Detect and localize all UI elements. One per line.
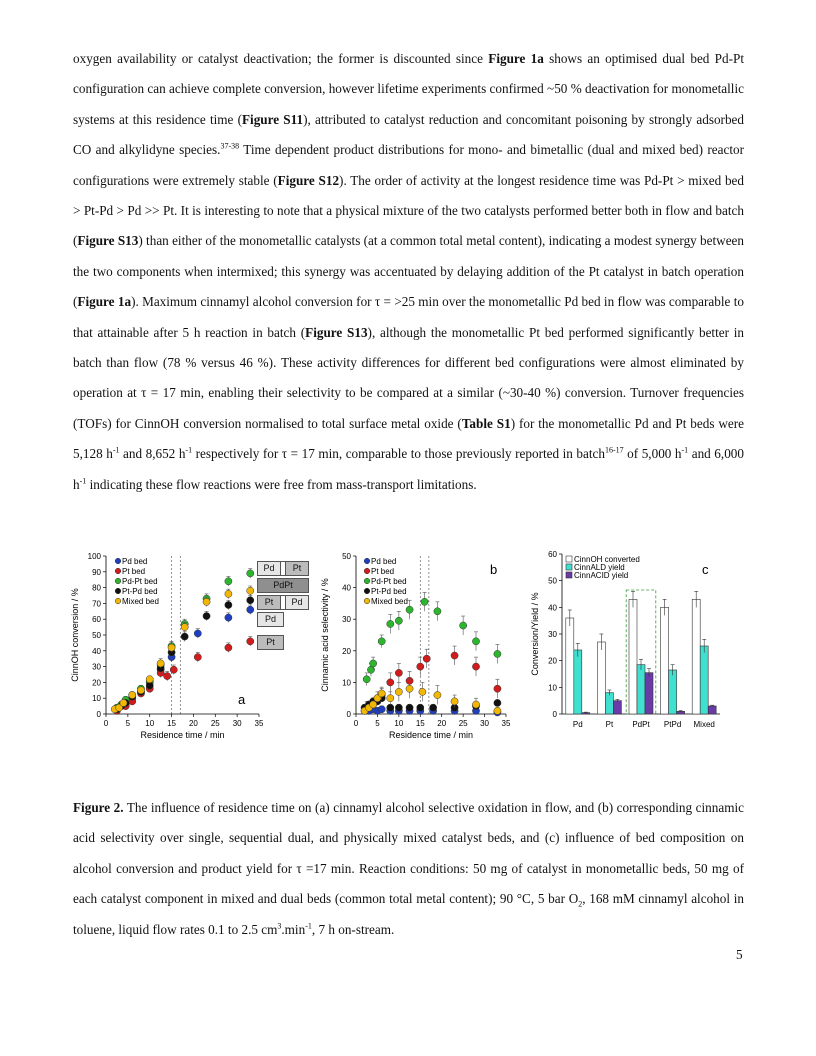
data-point: [194, 654, 201, 661]
bar: [629, 599, 637, 714]
legend-marker: [115, 568, 121, 574]
data-point: [387, 695, 394, 702]
data-point: [225, 578, 232, 585]
data-point: [387, 679, 394, 686]
legend-marker: [115, 588, 121, 594]
text-run: of 5,000 h: [623, 446, 682, 462]
bed-pd-pt-right: Pt: [286, 562, 308, 575]
data-point: [421, 598, 428, 605]
y-tick-label: 30: [342, 615, 351, 625]
figure-reference: Figure S12: [277, 172, 340, 188]
bar: [669, 670, 677, 714]
legend-swatch: [566, 572, 572, 578]
figure-reference: Figure S11: [241, 111, 304, 127]
y-tick-label: 20: [92, 678, 101, 688]
x-tick-label: 5: [375, 719, 380, 728]
superscript: -1: [305, 921, 312, 931]
bed-pt-pd-left: Pt: [258, 596, 280, 609]
legend-label: Mixed bed: [122, 597, 159, 606]
y-tick-label: 0: [96, 710, 101, 719]
data-point: [378, 638, 385, 645]
superscript: -1: [112, 445, 120, 455]
y-tick-label: 0: [346, 710, 351, 719]
page-number: 5: [736, 947, 743, 962]
data-point: [460, 622, 467, 629]
legend-marker: [115, 578, 121, 584]
data-point: [395, 704, 402, 711]
y-tick-label: 90: [92, 567, 101, 577]
data-point: [137, 687, 144, 694]
data-point: [387, 704, 394, 711]
data-point: [181, 624, 188, 631]
bar: [661, 607, 669, 714]
bar: [605, 693, 613, 714]
data-point: [430, 704, 437, 711]
text-run: shows an optimised dual bed Pd-Pt configuration can achieve complete conversion, however lifetime experiments confirmed ~50 % deactivation for monometallic systems at this residence time (: [73, 51, 744, 127]
data-point: [129, 691, 136, 698]
data-point: [406, 704, 413, 711]
data-point: [247, 570, 254, 577]
data-point: [120, 699, 127, 706]
figure-reference: Figure S13: [77, 233, 139, 249]
legend-label: Pd-Pt bed: [122, 577, 158, 586]
data-point: [387, 620, 394, 627]
body-paragraph: [73, 44, 744, 500]
y-tick-label: 20: [548, 656, 557, 666]
legend-label: Pt-Pd bed: [122, 587, 158, 596]
bed-pt-pd: [257, 595, 309, 610]
x-tick-label: 0: [353, 719, 359, 728]
y-axis-title: Conversion/Yield / %: [530, 592, 540, 676]
text-run: oxygen availability or catalyst deactivation; the former is discounted since: [73, 51, 489, 66]
y-tick-label: 40: [92, 646, 101, 656]
data-point: [494, 685, 501, 692]
data-point: [417, 663, 424, 670]
figure-2-panel-b: [318, 544, 518, 764]
text-run: respectively for τ = 17 min, comparable to those previously reported in batch: [192, 446, 605, 462]
legend-label: Pd bed: [122, 557, 148, 566]
legend-marker: [364, 578, 370, 584]
figure-reference: Figure 2.: [73, 800, 124, 815]
data-point: [395, 617, 402, 624]
data-point: [406, 685, 413, 692]
data-point: [225, 614, 232, 621]
text-run: ), attributed to catalyst reduction and concomitant poisoning by strongly adsorbed CO and alkylidyne species.: [73, 111, 744, 158]
y-tick-label: 60: [92, 615, 101, 625]
bar: [613, 701, 621, 714]
x-tick-label: 10: [145, 719, 155, 728]
figure-reference: Figure S13: [305, 324, 368, 340]
legend-label: CinnOH converted: [574, 555, 640, 564]
bar: [700, 646, 708, 714]
x-tick-label: 15: [167, 719, 177, 728]
x-axis-title: Residence time / min: [388, 730, 474, 740]
y-tick-label: 30: [92, 662, 101, 672]
x-tick-label: 35: [501, 719, 511, 728]
data-point: [168, 644, 175, 651]
y-axis-title: CinnOH conversion / %: [70, 588, 80, 682]
y-tick-label: 70: [92, 599, 101, 609]
data-point: [225, 644, 232, 651]
text-run: .min: [281, 921, 306, 937]
data-point: [181, 633, 188, 640]
data-point: [434, 691, 441, 698]
legend-marker: [364, 558, 370, 564]
data-point: [406, 606, 413, 613]
bar: [637, 665, 645, 714]
y-tick-label: 10: [548, 683, 557, 693]
data-point: [494, 699, 501, 706]
y-tick-label: 10: [92, 694, 101, 704]
data-point: [494, 650, 501, 657]
legend-marker: [364, 598, 370, 604]
y-tick-label: 80: [92, 583, 101, 593]
x-tick-label: 0: [103, 719, 109, 728]
data-point: [472, 663, 479, 670]
bar: [708, 706, 716, 714]
bed-pdpt: PdPt: [257, 578, 309, 593]
data-point: [203, 612, 210, 619]
data-point: [395, 688, 402, 695]
figure-reference: Table S1: [461, 415, 511, 431]
y-tick-label: 20: [342, 646, 351, 656]
bed-pd-pt: [257, 561, 309, 576]
x-tick-label: PdPt: [632, 720, 650, 729]
figure-reference: Figure 1a: [488, 51, 544, 66]
y-tick-label: 60: [548, 550, 557, 559]
superscript: -1: [681, 445, 689, 455]
x-tick-label: Pd: [572, 720, 583, 729]
legend-label: Pd bed: [371, 557, 397, 566]
bed-pd-pt-left: Pd: [263, 563, 275, 573]
x-tick-label: 20: [437, 719, 447, 728]
data-point: [472, 638, 479, 645]
bar: [597, 642, 605, 714]
x-axis-title: Residence time / min: [140, 730, 225, 740]
legend-label: Mixed bed: [371, 597, 408, 606]
x-tick-label: 35: [254, 719, 263, 728]
superscript: 2: [578, 899, 583, 909]
data-point: [417, 704, 424, 711]
data-point: [225, 601, 232, 608]
legend-marker: [115, 558, 121, 564]
data-point: [378, 706, 385, 713]
data-point: [363, 676, 370, 683]
data-point: [370, 660, 377, 667]
legend-label: CinnALD yield: [574, 563, 625, 572]
y-axis-title: Cinnamic acid selectivity / %: [320, 578, 330, 692]
data-point: [419, 688, 426, 695]
legend-label: Pt-Pd bed: [371, 587, 407, 596]
data-point: [378, 690, 385, 697]
data-point: [203, 598, 210, 605]
bar: [645, 673, 653, 714]
legend-label: Pt bed: [371, 567, 395, 576]
data-point: [247, 587, 254, 594]
x-tick-label: 30: [232, 719, 242, 728]
data-point: [170, 666, 177, 673]
x-tick-label: 25: [210, 719, 220, 728]
y-tick-label: 50: [342, 552, 351, 561]
y-tick-label: 40: [548, 603, 557, 613]
x-tick-label: Mixed: [693, 720, 715, 729]
data-point: [434, 608, 441, 615]
text-run: and 6,000 h: [73, 446, 744, 492]
legend-label: Pd-Pt bed: [371, 577, 407, 586]
data-point: [164, 672, 171, 679]
bar: [574, 650, 582, 714]
data-point: [395, 669, 402, 676]
bar: [566, 618, 574, 714]
text-run: ). The order of activity at the longest residence time was Pd-Pt > mixed bed > Pt-Pd > Pd >> Pt. It is interesting to note that a physical mixture of the two catalysts performed better both in flow and batch (: [73, 172, 744, 249]
legend-swatch: [566, 564, 572, 570]
text-run: ) for the monometallic Pd and Pt beds were 5,128 h: [73, 415, 744, 462]
text-run: , 7 h on-stream.: [311, 921, 395, 937]
panel-label: c: [702, 562, 709, 577]
x-tick-label: PtPd: [663, 720, 682, 729]
y-tick-label: 10: [342, 678, 351, 688]
text-run: , 168 mM cinnamyl alcohol in toluene, liquid flow rates 0.1 to 2.5 cm: [73, 891, 744, 937]
panel-label: a: [238, 692, 246, 707]
x-tick-label: 10: [394, 719, 404, 728]
text-run: indicating these flow reactions were free from mass-transport limitations.: [86, 476, 477, 492]
data-point: [146, 676, 153, 683]
data-point: [225, 590, 232, 597]
legend-label: Pt bed: [122, 567, 146, 576]
figure-caption: [73, 793, 744, 945]
legend-marker: [364, 588, 370, 594]
data-point: [451, 652, 458, 659]
superscript: 3: [277, 921, 282, 931]
text-run: ) than either of the monometallic catalysts (at a common total metal content), indicating a modest synergy between the two components when intermixed; this synergy was accentuated by delaying addition of the Pt catalyst in batch operation (: [73, 233, 744, 310]
text-run: The influence of residence time on (a) cinnamyl alcohol selective oxidation in flow, and (b) corresponding cinnamic acid selectivity over single, sequential dual, and physically mixed catalyst beds, and (c) influence of bed composition on alcohol conversion and product yield for τ =17 min. Reaction conditions: 50 mg of catalyst in monometallic beds, 50 mg of each catalyst component in mixed and dual beds (common total metal content); 90 °C, 5 bar O: [73, 800, 744, 907]
text-run: and 8,652 h: [119, 446, 186, 462]
legend-marker: [364, 568, 370, 574]
y-tick-label: 100: [87, 552, 101, 561]
x-tick-label: 30: [480, 719, 490, 728]
x-tick-label: 15: [415, 719, 425, 728]
y-tick-label: 50: [548, 576, 557, 586]
legend-label: CinnACID yield: [574, 571, 629, 580]
bed-pt: Pt: [257, 635, 284, 650]
legend-marker: [115, 598, 121, 604]
legend-swatch: [566, 556, 572, 562]
y-tick-label: 50: [92, 631, 101, 640]
y-tick-label: 30: [548, 630, 557, 639]
x-tick-label: 5: [125, 719, 131, 728]
data-point: [423, 655, 430, 662]
data-point: [157, 660, 164, 667]
bar: [692, 599, 700, 714]
data-point: [247, 638, 254, 645]
data-point: [370, 701, 377, 708]
x-tick-label: Pt: [605, 720, 614, 729]
data-point: [494, 707, 501, 714]
figure-2-panel-c: [524, 544, 726, 764]
data-point: [451, 698, 458, 705]
superscript: 37-38: [220, 141, 240, 151]
bed-pd: Pd: [257, 612, 284, 627]
data-point: [247, 597, 254, 604]
superscript: 16-17: [604, 445, 624, 455]
data-point: [472, 701, 479, 708]
bed-pt-pd-right: Pd: [286, 596, 308, 609]
x-tick-label: 20: [188, 719, 198, 728]
superscript: -1: [185, 445, 193, 455]
panel-label: b: [490, 562, 498, 577]
figure-reference: Figure 1a: [77, 294, 132, 310]
text-run: Time dependent product distributions for mono- and bimetallic (dual and mixed bed) reactor configurations were extremely stable (: [73, 142, 744, 188]
superscript: -1: [79, 476, 87, 486]
text-run: ), although the monometallic Pt bed performed significantly better in batch than flow (78 % versus 46 %). These activity differences for different bed configurations were almost eliminated by operation at τ = 17 min, enabling their selectivity to be compared at a similar (~30-40 %) conversion. Turnover frequencies (TOFs) for CinnOH conversion normalised to total surface metal oxide (: [73, 324, 745, 431]
y-tick-label: 0: [552, 710, 557, 719]
data-point: [194, 630, 201, 637]
text-run: ). Maximum cinnamyl alcohol conversion for τ = >25 min over the monometallic Pd bed in flow was comparable to that attainable after 5 h reaction in batch (: [73, 294, 744, 340]
data-point: [247, 606, 254, 613]
figure-2-panel-a: [68, 544, 263, 764]
y-tick-label: 40: [342, 583, 351, 593]
x-tick-label: 25: [458, 719, 468, 728]
bed-schematic: [257, 561, 315, 661]
